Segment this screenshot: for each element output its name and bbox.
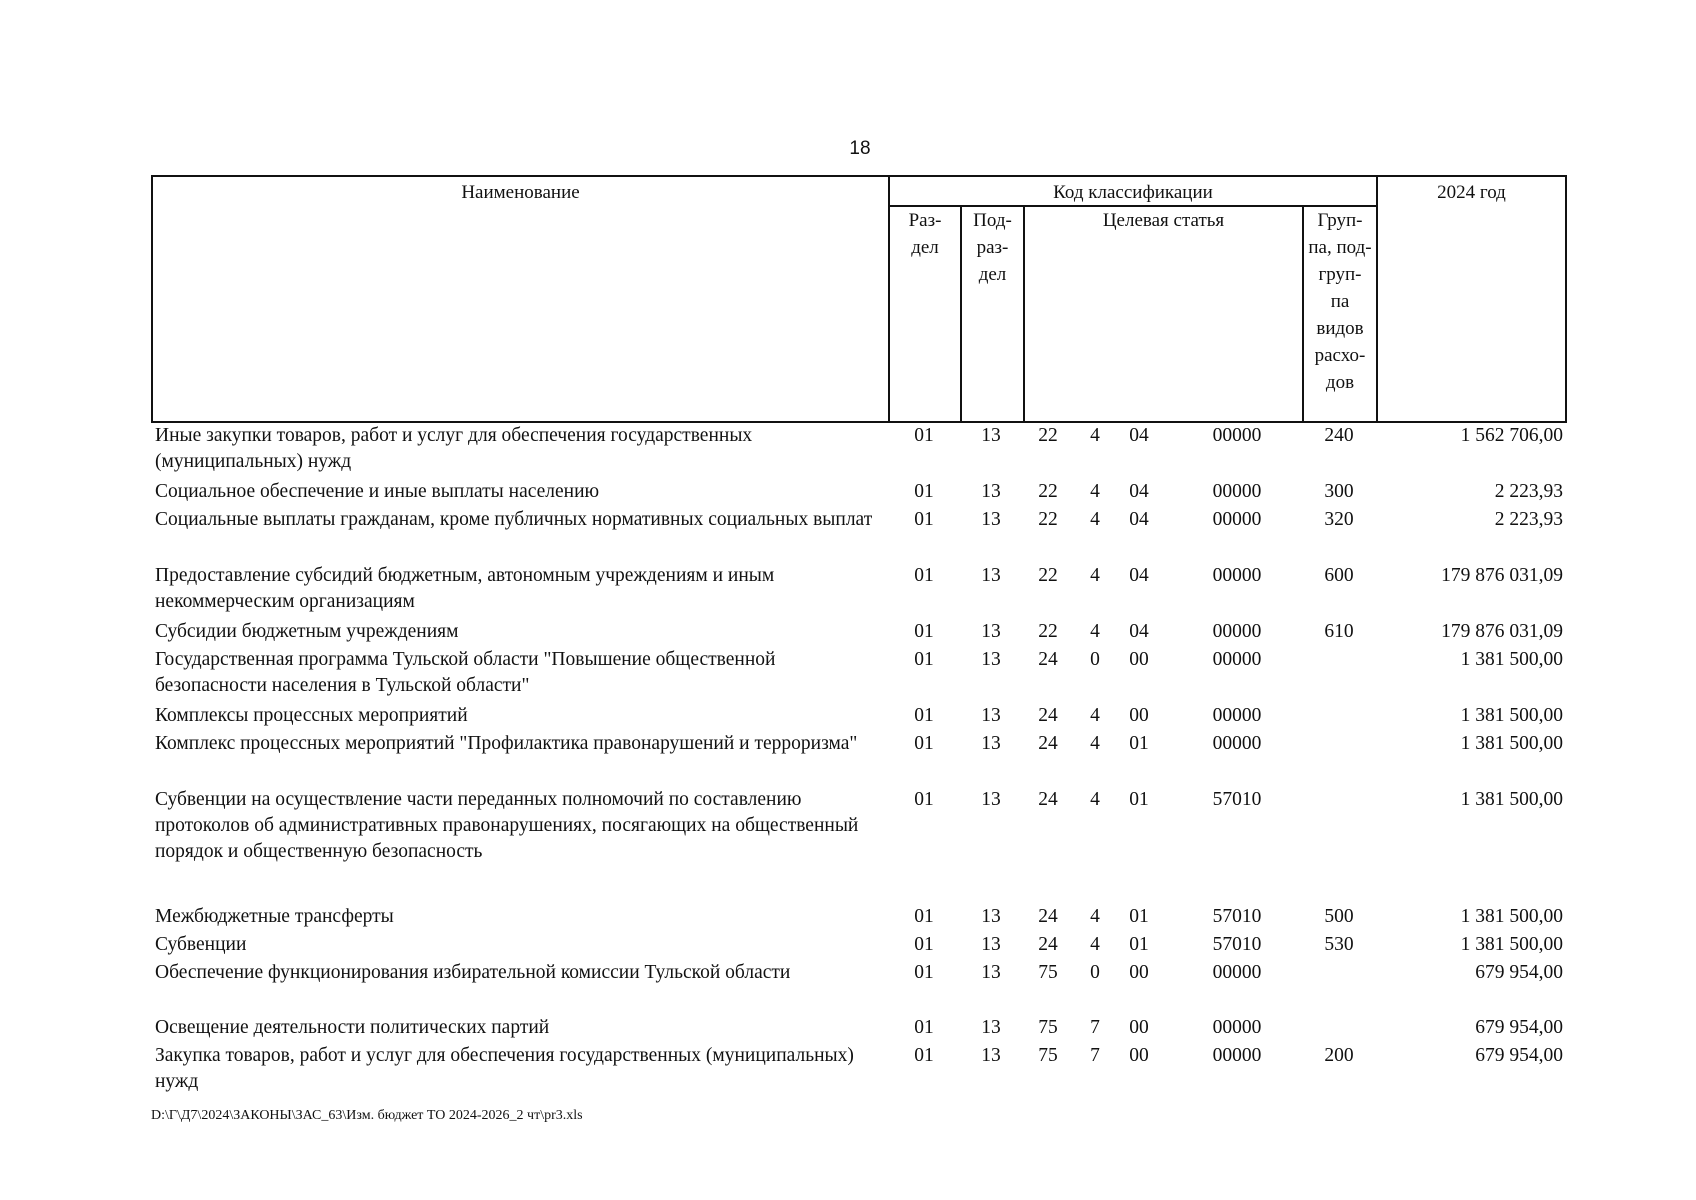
- row-podrazdel: 13: [981, 1045, 1001, 1066]
- row-cs4: 00000: [1212, 425, 1262, 446]
- row-vr: 240: [1324, 425, 1354, 446]
- row-vr: 300: [1324, 481, 1354, 502]
- row-amount: 1 381 500,00: [1460, 733, 1563, 754]
- divider-year: [1376, 177, 1378, 421]
- row-name: Социальное обеспечение и иные выплаты населению: [155, 481, 600, 502]
- row-podrazdel: 13: [981, 934, 1001, 955]
- row-podrazdel: 13: [981, 733, 1001, 754]
- row-razdel: 01: [914, 621, 934, 642]
- row-vr: 500: [1324, 906, 1354, 927]
- row-cs2: 4: [1090, 425, 1100, 446]
- row-amount: 1 562 706,00: [1460, 425, 1563, 446]
- row-cs1: 22: [1038, 621, 1058, 642]
- row-cs1: 24: [1038, 906, 1058, 927]
- header-section: Раз- дел: [908, 210, 942, 258]
- row-cs2: 7: [1090, 1017, 1100, 1038]
- row-razdel: 01: [914, 649, 934, 670]
- row-cs2: 0: [1090, 962, 1100, 983]
- row-name: Предоставление субсидий бюджетным, автономным учреждениям и иным некоммерческим организациям: [155, 565, 775, 612]
- row-podrazdel: 13: [981, 962, 1001, 983]
- page-number: 18: [849, 138, 871, 159]
- row-vr: 610: [1324, 621, 1354, 642]
- row-cs3: 00: [1129, 705, 1149, 726]
- row-name: Освещение деятельности политических партий: [155, 1017, 550, 1038]
- row-cs2: 4: [1090, 705, 1100, 726]
- row-cs1: 24: [1038, 789, 1058, 810]
- row-cs1: 22: [1038, 565, 1058, 586]
- row-cs2: 7: [1090, 1045, 1100, 1066]
- row-cs3: 04: [1129, 425, 1149, 446]
- row-razdel: 01: [914, 934, 934, 955]
- file-path: D:\Г\Д7\2024\ЗАКОНЫ\ЗАС_63\Изм. бюджет ТО 2024-2026_2 чт\pr3.xls: [151, 1108, 583, 1123]
- row-amount: 1 381 500,00: [1460, 906, 1563, 927]
- row-razdel: 01: [914, 509, 934, 530]
- row-razdel: 01: [914, 1017, 934, 1038]
- row-cs3: 01: [1129, 733, 1149, 754]
- row-name: Субвенции на осуществление части переданных полномочий по составлению протоколов об административных правонарушениях, посягающих на общественный порядок и общественную безопасность: [155, 789, 859, 862]
- row-cs4: 57010: [1212, 934, 1262, 955]
- row-podrazdel: 13: [981, 509, 1001, 530]
- row-amount: 1 381 500,00: [1460, 705, 1563, 726]
- row-cs3: 01: [1129, 934, 1149, 955]
- row-cs3: 04: [1129, 481, 1149, 502]
- row-cs3: 00: [1129, 962, 1149, 983]
- row-razdel: 01: [914, 733, 934, 754]
- header-group: Груп- па, под- груп- па видов расхо- дов: [1308, 210, 1372, 393]
- row-cs4: 00000: [1212, 705, 1262, 726]
- row-cs4: 57010: [1212, 789, 1262, 810]
- row-cs1: 24: [1038, 733, 1058, 754]
- row-cs1: 22: [1038, 425, 1058, 446]
- row-cs4: 00000: [1212, 621, 1262, 642]
- row-cs3: 04: [1129, 509, 1149, 530]
- row-cs1: 75: [1038, 1045, 1058, 1066]
- row-cs2: 4: [1090, 621, 1100, 642]
- row-podrazdel: 13: [981, 425, 1001, 446]
- row-cs3: 01: [1129, 906, 1149, 927]
- row-podrazdel: 13: [981, 1017, 1001, 1038]
- row-vr: 530: [1324, 934, 1354, 955]
- row-amount: 679 954,00: [1475, 1045, 1563, 1066]
- row-cs4: 00000: [1212, 509, 1262, 530]
- header-subsection: Под- раз- дел: [973, 210, 1012, 285]
- row-podrazdel: 13: [981, 906, 1001, 927]
- row-cs2: 4: [1090, 565, 1100, 586]
- row-name: Государственная программа Тульской области "Повышение общественной безопасности населения в Тульской области": [155, 649, 776, 696]
- row-cs4: 00000: [1212, 481, 1262, 502]
- row-cs4: 00000: [1212, 1017, 1262, 1038]
- row-cs3: 00: [1129, 649, 1149, 670]
- row-cs4: 00000: [1212, 649, 1262, 670]
- row-cs4: 57010: [1212, 906, 1262, 927]
- row-amount: 679 954,00: [1475, 962, 1563, 983]
- row-cs1: 24: [1038, 705, 1058, 726]
- divider-subsection: [1023, 207, 1025, 421]
- row-vr: 320: [1324, 509, 1354, 530]
- row-cs4: 00000: [1212, 565, 1262, 586]
- row-cs3: 00: [1129, 1045, 1149, 1066]
- row-podrazdel: 13: [981, 789, 1001, 810]
- table-header: [151, 175, 1567, 423]
- row-name: Комплекс процессных мероприятий "Профилактика правонарушений и терроризма": [155, 733, 858, 754]
- row-cs2: 4: [1090, 733, 1100, 754]
- row-razdel: 01: [914, 705, 934, 726]
- row-name: Социальные выплаты гражданам, кроме публичных нормативных социальных выплат: [155, 509, 873, 530]
- row-razdel: 01: [914, 565, 934, 586]
- row-podrazdel: 13: [981, 705, 1001, 726]
- row-razdel: 01: [914, 481, 934, 502]
- row-vr: 600: [1324, 565, 1354, 586]
- row-cs2: 4: [1090, 934, 1100, 955]
- row-cs1: 22: [1038, 509, 1058, 530]
- row-amount: 179 876 031,09: [1441, 621, 1563, 642]
- row-razdel: 01: [914, 425, 934, 446]
- row-podrazdel: 13: [981, 649, 1001, 670]
- row-podrazdel: 13: [981, 481, 1001, 502]
- row-cs2: 4: [1090, 789, 1100, 810]
- row-cs2: 4: [1090, 481, 1100, 502]
- row-cs2: 4: [1090, 906, 1100, 927]
- row-cs1: 22: [1038, 481, 1058, 502]
- row-cs3: 00: [1129, 1017, 1149, 1038]
- header-target: Целевая статья: [1102, 210, 1225, 231]
- row-cs4: 00000: [1212, 1045, 1262, 1066]
- row-amount: 1 381 500,00: [1460, 649, 1563, 670]
- row-cs4: 00000: [1212, 962, 1262, 983]
- row-cs1: 75: [1038, 1017, 1058, 1038]
- row-cs4: 00000: [1212, 733, 1262, 754]
- row-name: Обеспечение функционирования избирательной комиссии Тульской области: [155, 962, 791, 983]
- row-name: Закупка товаров, работ и услуг для обеспечения государственных (муниципальных) нужд: [155, 1045, 854, 1092]
- row-podrazdel: 13: [981, 621, 1001, 642]
- row-cs1: 75: [1038, 962, 1058, 983]
- row-cs2: 4: [1090, 509, 1100, 530]
- row-cs2: 0: [1090, 649, 1100, 670]
- row-name: Комплексы процессных мероприятий: [155, 705, 468, 726]
- row-cs3: 04: [1129, 565, 1149, 586]
- row-name: Межбюджетные трансферты: [155, 906, 394, 927]
- row-amount: 2 223,93: [1494, 481, 1563, 502]
- row-amount: 1 381 500,00: [1460, 789, 1563, 810]
- row-cs1: 24: [1038, 649, 1058, 670]
- row-cs3: 04: [1129, 621, 1149, 642]
- row-razdel: 01: [914, 906, 934, 927]
- row-cs1: 24: [1038, 934, 1058, 955]
- row-razdel: 01: [914, 1045, 934, 1066]
- row-razdel: 01: [914, 962, 934, 983]
- header-name: Наименование: [461, 182, 580, 203]
- row-cs3: 01: [1129, 789, 1149, 810]
- row-amount: 679 954,00: [1475, 1017, 1563, 1038]
- row-razdel: 01: [914, 789, 934, 810]
- row-amount: 2 223,93: [1494, 509, 1563, 530]
- header-year: 2024 год: [1437, 182, 1506, 203]
- row-amount: 1 381 500,00: [1460, 934, 1563, 955]
- header-code-group: Код классификации: [1053, 182, 1213, 203]
- row-podrazdel: 13: [981, 565, 1001, 586]
- row-name: Иные закупки товаров, работ и услуг для обеспечения государственных (муниципальных) нужд: [155, 425, 753, 472]
- row-vr: 200: [1324, 1045, 1354, 1066]
- row-name: Субсидии бюджетным учреждениям: [155, 621, 459, 642]
- row-name: Субвенции: [155, 934, 247, 955]
- row-amount: 179 876 031,09: [1441, 565, 1563, 586]
